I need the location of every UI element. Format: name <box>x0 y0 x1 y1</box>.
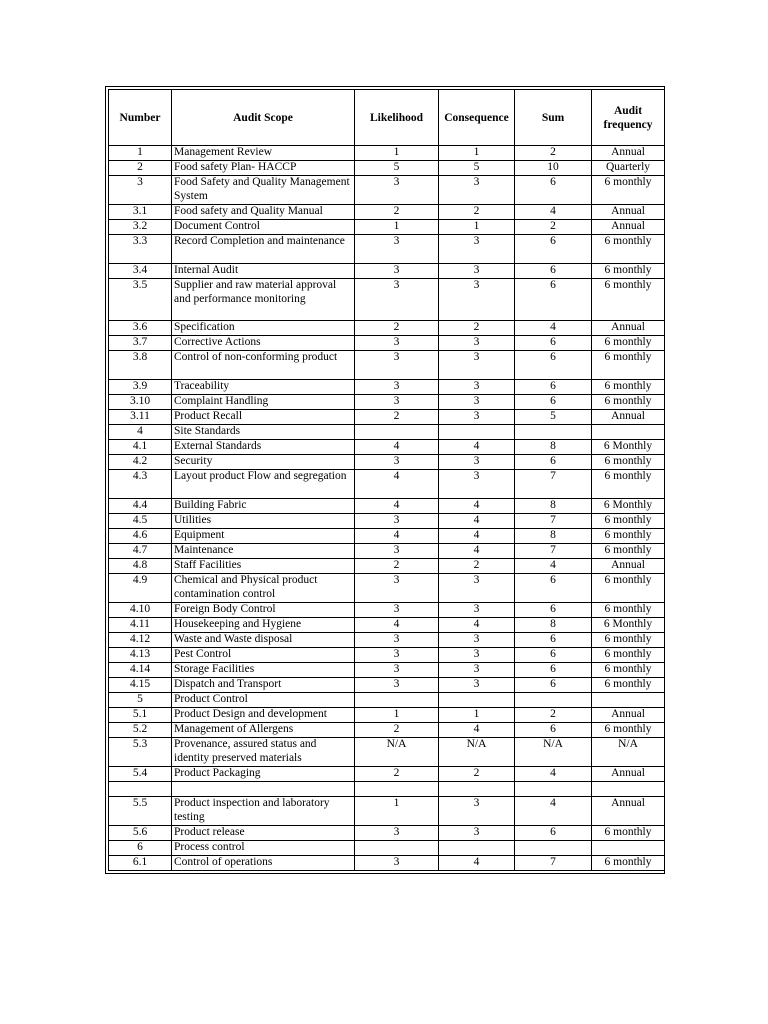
cell-audit-frequency: 6 Monthly <box>592 499 665 514</box>
table-row <box>109 380 665 395</box>
cell-audit-scope <box>172 782 355 797</box>
cell-number: 1 <box>109 146 172 161</box>
table-row <box>109 264 665 279</box>
cell-audit-frequency: Annual <box>592 559 665 574</box>
cell-number: 4.11 <box>109 618 172 633</box>
cell-audit-scope: External Standards <box>172 440 355 455</box>
cell-consequence: 3 <box>439 380 515 395</box>
cell-sum: 7 <box>515 856 592 871</box>
cell-sum: 6 <box>515 826 592 841</box>
cell-number: 3.7 <box>109 336 172 351</box>
cell-audit-frequency: N/A <box>592 738 665 767</box>
cell-sum: 6 <box>515 176 592 205</box>
table-row <box>109 440 665 455</box>
cell-sum: 2 <box>515 146 592 161</box>
cell-number: 2 <box>109 161 172 176</box>
cell-sum: 2 <box>515 708 592 723</box>
cell-sum: 8 <box>515 618 592 633</box>
table-row <box>109 574 665 603</box>
cell-likelihood: 1 <box>355 708 439 723</box>
cell-consequence <box>439 841 515 856</box>
cell-audit-scope: Security <box>172 455 355 470</box>
cell-audit-scope: Specification <box>172 321 355 336</box>
cell-audit-scope: Layout product Flow and segregation <box>172 470 355 499</box>
cell-consequence: 4 <box>439 499 515 514</box>
cell-audit-scope: Food safety and Quality Manual <box>172 205 355 220</box>
cell-likelihood: 3 <box>355 395 439 410</box>
cell-audit-frequency: Quarterly <box>592 161 665 176</box>
cell-number: 3 <box>109 176 172 205</box>
cell-audit-frequency: Annual <box>592 220 665 235</box>
cell-likelihood <box>355 782 439 797</box>
cell-sum <box>515 693 592 708</box>
cell-audit-scope: Traceability <box>172 380 355 395</box>
cell-consequence: 3 <box>439 351 515 380</box>
cell-likelihood: 3 <box>355 678 439 693</box>
cell-audit-scope: Product release <box>172 826 355 841</box>
table-row <box>109 235 665 264</box>
cell-audit-scope: Building Fabric <box>172 499 355 514</box>
header-row <box>109 90 665 146</box>
cell-audit-scope: Management Review <box>172 146 355 161</box>
cell-number: 4.15 <box>109 678 172 693</box>
cell-audit-scope: Document Control <box>172 220 355 235</box>
cell-consequence: 3 <box>439 264 515 279</box>
cell-audit-frequency: 6 monthly <box>592 279 665 321</box>
cell-consequence: 1 <box>439 708 515 723</box>
cell-consequence: 4 <box>439 514 515 529</box>
cell-audit-scope: Control of non-conforming product <box>172 351 355 380</box>
cell-number: 4.14 <box>109 663 172 678</box>
cell-consequence: 3 <box>439 826 515 841</box>
cell-sum: 8 <box>515 440 592 455</box>
table-row <box>109 603 665 618</box>
table-row <box>109 321 665 336</box>
cell-audit-frequency: 6 monthly <box>592 723 665 738</box>
cell-consequence: 4 <box>439 618 515 633</box>
cell-consequence: 3 <box>439 663 515 678</box>
cell-likelihood: 3 <box>355 514 439 529</box>
table-row <box>109 797 665 826</box>
cell-audit-frequency: 6 monthly <box>592 856 665 871</box>
table-row <box>109 176 665 205</box>
cell-audit-frequency: Annual <box>592 708 665 723</box>
table-row <box>109 693 665 708</box>
cell-number: 4.13 <box>109 648 172 663</box>
cell-audit-scope: Chemical and Physical product contamination control <box>172 574 355 603</box>
cell-consequence: 3 <box>439 574 515 603</box>
table-row <box>109 499 665 514</box>
cell-number: 3.9 <box>109 380 172 395</box>
cell-number: 5.5 <box>109 797 172 826</box>
header-consequence: Consequence <box>439 90 515 146</box>
cell-likelihood: 4 <box>355 529 439 544</box>
cell-audit-frequency: 6 monthly <box>592 603 665 618</box>
cell-consequence: N/A <box>439 738 515 767</box>
cell-audit-scope: Equipment <box>172 529 355 544</box>
cell-likelihood: 3 <box>355 264 439 279</box>
cell-sum <box>515 782 592 797</box>
cell-consequence: 3 <box>439 633 515 648</box>
cell-likelihood: 3 <box>355 455 439 470</box>
table-row <box>109 205 665 220</box>
cell-number: 5.2 <box>109 723 172 738</box>
table-row <box>109 336 665 351</box>
cell-audit-scope: Maintenance <box>172 544 355 559</box>
cell-sum: 6 <box>515 574 592 603</box>
cell-likelihood: 3 <box>355 351 439 380</box>
cell-consequence: 3 <box>439 336 515 351</box>
cell-likelihood: 3 <box>355 603 439 618</box>
cell-audit-frequency: Annual <box>592 321 665 336</box>
cell-audit-scope: Food safety Plan- HACCP <box>172 161 355 176</box>
cell-likelihood: 3 <box>355 663 439 678</box>
cell-audit-scope: Control of operations <box>172 856 355 871</box>
table-row <box>109 738 665 767</box>
cell-sum: 8 <box>515 529 592 544</box>
cell-likelihood <box>355 693 439 708</box>
cell-number: 5.3 <box>109 738 172 767</box>
cell-number: 5.4 <box>109 767 172 782</box>
cell-audit-frequency: 6 monthly <box>592 176 665 205</box>
cell-consequence <box>439 782 515 797</box>
cell-audit-scope: Record Completion and maintenance <box>172 235 355 264</box>
cell-audit-frequency: 6 monthly <box>592 663 665 678</box>
cell-audit-scope: Corrective Actions <box>172 336 355 351</box>
header-number: Number <box>109 90 172 146</box>
cell-audit-scope: Food Safety and Quality Management System <box>172 176 355 205</box>
table-row <box>109 782 665 797</box>
cell-consequence: 4 <box>439 723 515 738</box>
cell-likelihood: 1 <box>355 220 439 235</box>
table-row <box>109 529 665 544</box>
audit-table-body <box>109 146 665 871</box>
cell-audit-scope: Waste and Waste disposal <box>172 633 355 648</box>
cell-sum: 7 <box>515 470 592 499</box>
cell-audit-scope: Dispatch and Transport <box>172 678 355 693</box>
cell-sum: 7 <box>515 544 592 559</box>
table-row <box>109 279 665 321</box>
cell-audit-frequency: 6 monthly <box>592 678 665 693</box>
cell-number: 6.1 <box>109 856 172 871</box>
table-row <box>109 146 665 161</box>
table-row <box>109 410 665 425</box>
cell-audit-scope: Product Design and development <box>172 708 355 723</box>
cell-sum <box>515 841 592 856</box>
cell-audit-frequency <box>592 425 665 440</box>
cell-likelihood: 3 <box>355 176 439 205</box>
cell-consequence: 3 <box>439 279 515 321</box>
cell-number: 4.8 <box>109 559 172 574</box>
cell-likelihood: 1 <box>355 146 439 161</box>
cell-sum: 8 <box>515 499 592 514</box>
cell-likelihood: 4 <box>355 440 439 455</box>
table-row <box>109 559 665 574</box>
cell-number: 4.5 <box>109 514 172 529</box>
cell-audit-frequency <box>592 782 665 797</box>
cell-audit-scope: Complaint Handling <box>172 395 355 410</box>
cell-audit-frequency: Annual <box>592 410 665 425</box>
cell-consequence: 2 <box>439 559 515 574</box>
cell-audit-frequency: 6 monthly <box>592 455 665 470</box>
table-row <box>109 648 665 663</box>
table-row <box>109 678 665 693</box>
cell-consequence: 4 <box>439 544 515 559</box>
cell-audit-scope: Management of Allergens <box>172 723 355 738</box>
cell-number <box>109 782 172 797</box>
cell-sum: 6 <box>515 351 592 380</box>
cell-likelihood: 1 <box>355 797 439 826</box>
table-row <box>109 663 665 678</box>
cell-number: 3.10 <box>109 395 172 410</box>
cell-number: 4.9 <box>109 574 172 603</box>
cell-audit-frequency: 6 monthly <box>592 544 665 559</box>
cell-sum: 6 <box>515 603 592 618</box>
cell-sum: N/A <box>515 738 592 767</box>
cell-likelihood: 3 <box>355 648 439 663</box>
header-likelihood: Likelihood <box>355 90 439 146</box>
cell-likelihood: 3 <box>355 544 439 559</box>
cell-likelihood: 3 <box>355 574 439 603</box>
cell-likelihood <box>355 425 439 440</box>
cell-audit-frequency: 6 monthly <box>592 648 665 663</box>
cell-audit-frequency: Annual <box>592 146 665 161</box>
cell-audit-scope: Product Recall <box>172 410 355 425</box>
table-row <box>109 161 665 176</box>
audit-schedule-table <box>108 89 665 871</box>
cell-audit-frequency: 6 monthly <box>592 336 665 351</box>
cell-consequence: 3 <box>439 395 515 410</box>
cell-likelihood: N/A <box>355 738 439 767</box>
cell-audit-frequency: 6 monthly <box>592 633 665 648</box>
cell-audit-scope: Pest Control <box>172 648 355 663</box>
cell-consequence: 3 <box>439 603 515 618</box>
cell-number: 6 <box>109 841 172 856</box>
table-row <box>109 425 665 440</box>
cell-audit-frequency: 6 monthly <box>592 514 665 529</box>
cell-consequence: 3 <box>439 410 515 425</box>
cell-audit-frequency: 6 monthly <box>592 395 665 410</box>
cell-audit-frequency: 6 Monthly <box>592 618 665 633</box>
cell-number: 5 <box>109 693 172 708</box>
cell-number: 5.1 <box>109 708 172 723</box>
table-row <box>109 351 665 380</box>
cell-number: 3.2 <box>109 220 172 235</box>
cell-audit-frequency: 6 monthly <box>592 470 665 499</box>
table-row <box>109 723 665 738</box>
cell-consequence: 3 <box>439 470 515 499</box>
cell-likelihood: 3 <box>355 279 439 321</box>
cell-audit-scope: Provenance, assured status and identity preserved materials <box>172 738 355 767</box>
cell-sum: 6 <box>515 395 592 410</box>
cell-sum: 4 <box>515 205 592 220</box>
table-row <box>109 470 665 499</box>
header-audit-scope: Audit Scope <box>172 90 355 146</box>
cell-number: 3.11 <box>109 410 172 425</box>
cell-likelihood: 3 <box>355 336 439 351</box>
cell-audit-frequency: 6 Monthly <box>592 440 665 455</box>
cell-sum: 2 <box>515 220 592 235</box>
cell-sum: 5 <box>515 410 592 425</box>
cell-number: 4.4 <box>109 499 172 514</box>
cell-audit-scope: Supplier and raw material approval and performance monitoring <box>172 279 355 321</box>
table-row <box>109 395 665 410</box>
cell-sum: 6 <box>515 279 592 321</box>
cell-audit-scope: Product inspection and laboratory testing <box>172 797 355 826</box>
cell-number: 4.7 <box>109 544 172 559</box>
cell-audit-scope: Internal Audit <box>172 264 355 279</box>
table-row <box>109 826 665 841</box>
cell-sum: 4 <box>515 797 592 826</box>
table-row <box>109 544 665 559</box>
cell-audit-frequency: 6 monthly <box>592 826 665 841</box>
cell-sum: 6 <box>515 633 592 648</box>
cell-consequence: 3 <box>439 176 515 205</box>
cell-likelihood: 3 <box>355 235 439 264</box>
cell-likelihood: 4 <box>355 618 439 633</box>
cell-audit-scope: Storage Facilities <box>172 663 355 678</box>
cell-consequence: 2 <box>439 205 515 220</box>
table-row <box>109 856 665 871</box>
cell-audit-scope: Site Standards <box>172 425 355 440</box>
cell-number: 4.3 <box>109 470 172 499</box>
cell-audit-scope: Staff Facilities <box>172 559 355 574</box>
cell-likelihood: 4 <box>355 499 439 514</box>
cell-audit-frequency: Annual <box>592 767 665 782</box>
cell-consequence: 2 <box>439 321 515 336</box>
cell-sum: 6 <box>515 678 592 693</box>
cell-audit-frequency: 6 monthly <box>592 529 665 544</box>
cell-consequence <box>439 425 515 440</box>
table-row <box>109 767 665 782</box>
cell-likelihood: 3 <box>355 826 439 841</box>
header-sum: Sum <box>515 90 592 146</box>
cell-number: 3.1 <box>109 205 172 220</box>
cell-likelihood: 3 <box>355 856 439 871</box>
cell-sum: 4 <box>515 767 592 782</box>
table-row <box>109 455 665 470</box>
cell-sum: 6 <box>515 336 592 351</box>
cell-consequence: 5 <box>439 161 515 176</box>
cell-likelihood: 2 <box>355 723 439 738</box>
cell-audit-frequency <box>592 693 665 708</box>
cell-audit-frequency: 6 monthly <box>592 351 665 380</box>
cell-likelihood <box>355 841 439 856</box>
table-row <box>109 708 665 723</box>
cell-audit-frequency <box>592 841 665 856</box>
cell-audit-scope: Foreign Body Control <box>172 603 355 618</box>
cell-consequence: 3 <box>439 455 515 470</box>
cell-consequence: 4 <box>439 529 515 544</box>
cell-sum: 6 <box>515 723 592 738</box>
cell-number: 4 <box>109 425 172 440</box>
cell-likelihood: 2 <box>355 410 439 425</box>
table-row <box>109 633 665 648</box>
cell-audit-frequency: Annual <box>592 205 665 220</box>
cell-consequence <box>439 693 515 708</box>
cell-consequence: 3 <box>439 678 515 693</box>
table-row <box>109 841 665 856</box>
cell-number: 4.6 <box>109 529 172 544</box>
cell-sum: 6 <box>515 235 592 264</box>
cell-sum: 4 <box>515 559 592 574</box>
cell-number: 4.12 <box>109 633 172 648</box>
cell-sum: 6 <box>515 648 592 663</box>
cell-likelihood: 2 <box>355 321 439 336</box>
table-row <box>109 618 665 633</box>
cell-likelihood: 2 <box>355 767 439 782</box>
cell-number: 3.3 <box>109 235 172 264</box>
table-row <box>109 514 665 529</box>
cell-number: 3.8 <box>109 351 172 380</box>
cell-audit-scope: Housekeeping and Hygiene <box>172 618 355 633</box>
cell-number: 4.2 <box>109 455 172 470</box>
cell-sum <box>515 425 592 440</box>
cell-likelihood: 3 <box>355 380 439 395</box>
cell-sum: 6 <box>515 663 592 678</box>
cell-number: 4.1 <box>109 440 172 455</box>
cell-number: 3.4 <box>109 264 172 279</box>
cell-consequence: 4 <box>439 440 515 455</box>
cell-audit-frequency: Annual <box>592 797 665 826</box>
cell-number: 3.5 <box>109 279 172 321</box>
cell-likelihood: 5 <box>355 161 439 176</box>
cell-consequence: 3 <box>439 797 515 826</box>
cell-audit-frequency: 6 monthly <box>592 264 665 279</box>
cell-likelihood: 2 <box>355 559 439 574</box>
cell-consequence: 3 <box>439 648 515 663</box>
cell-sum: 4 <box>515 321 592 336</box>
cell-sum: 6 <box>515 455 592 470</box>
cell-sum: 6 <box>515 264 592 279</box>
cell-audit-scope: Product Control <box>172 693 355 708</box>
cell-number: 4.10 <box>109 603 172 618</box>
audit-table-frame <box>105 86 665 874</box>
cell-audit-frequency: 6 monthly <box>592 574 665 603</box>
cell-number: 3.6 <box>109 321 172 336</box>
cell-likelihood: 4 <box>355 470 439 499</box>
cell-number: 5.6 <box>109 826 172 841</box>
cell-sum: 7 <box>515 514 592 529</box>
cell-audit-frequency: 6 monthly <box>592 235 665 264</box>
cell-consequence: 4 <box>439 856 515 871</box>
cell-sum: 6 <box>515 380 592 395</box>
cell-consequence: 1 <box>439 220 515 235</box>
cell-audit-scope: Product Packaging <box>172 767 355 782</box>
cell-audit-frequency: 6 monthly <box>592 380 665 395</box>
cell-audit-scope: Process control <box>172 841 355 856</box>
header-audit-frequency: Audit frequency <box>592 90 665 146</box>
cell-likelihood: 3 <box>355 633 439 648</box>
cell-consequence: 3 <box>439 235 515 264</box>
cell-sum: 10 <box>515 161 592 176</box>
cell-consequence: 1 <box>439 146 515 161</box>
cell-audit-scope: Utilities <box>172 514 355 529</box>
cell-likelihood: 2 <box>355 205 439 220</box>
table-row <box>109 220 665 235</box>
cell-consequence: 2 <box>439 767 515 782</box>
